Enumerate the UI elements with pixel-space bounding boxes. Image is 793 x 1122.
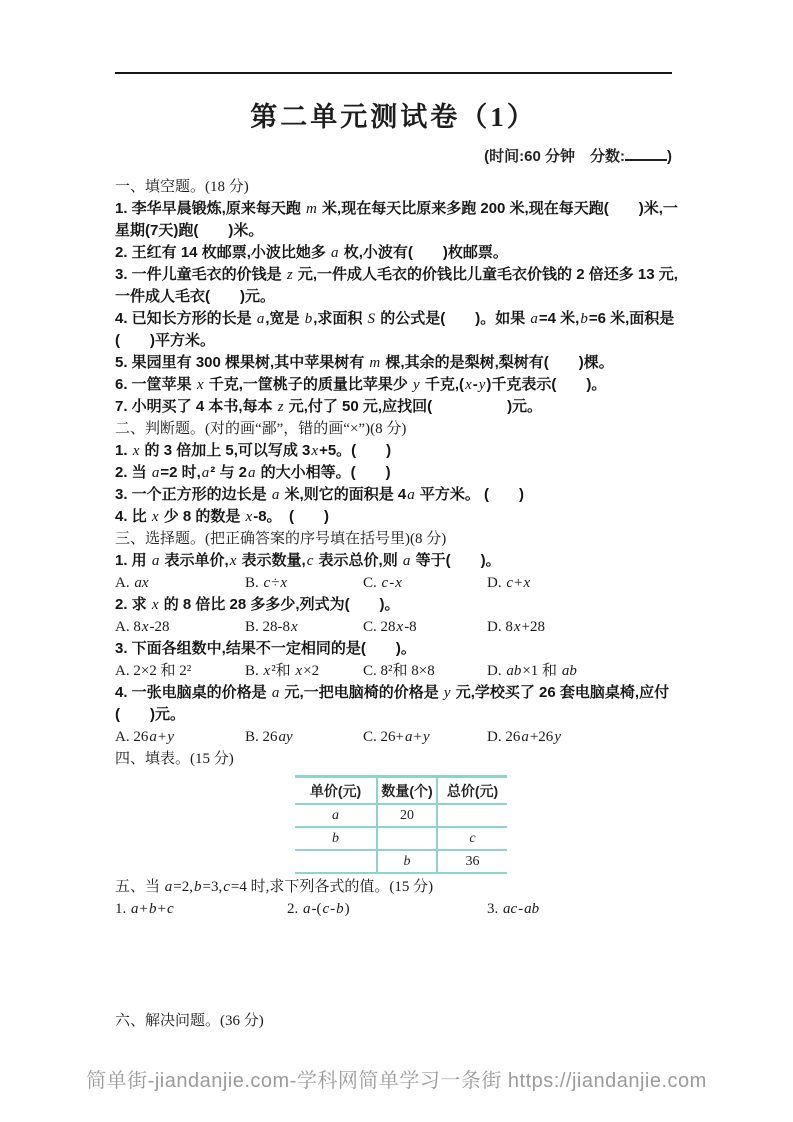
evaluate-expressions-row xyxy=(115,898,685,920)
page-title: 第二单元测试卷（1） xyxy=(250,102,537,132)
option-d: D. 26a+26y xyxy=(487,729,561,745)
col-header-total-price: 总价(元) xyxy=(437,777,507,805)
fill-question-4: 4. 已知长方形的长是 a,宽是 b,求面积 S 的公式是( )。如果 a=4 米,b=6 米,面积是( )平方米。 xyxy=(115,310,675,349)
option-d: D. c+x xyxy=(487,575,531,591)
time-score-prefix: (时间:60 分钟 分数: xyxy=(484,148,625,165)
fill-question-3: 3. 一件儿童毛衣的价钱是 z 元,一件成人毛衣的价钱比儿童毛衣价钱的 2 倍还多 13 元,一件成人毛衣( )元。 xyxy=(115,266,678,305)
table-row xyxy=(295,850,507,873)
choice-question-2-options xyxy=(115,616,685,638)
option-b: B. 26ay xyxy=(245,729,293,745)
choice-question-4-stem: 4. 一张电脑桌的价格是 a 元,一把电脑椅的价格是 y 元,学校买了 26 套电脑桌椅,应付( )元。 xyxy=(115,684,670,723)
option-d: D. ab×1 和 ab xyxy=(487,663,577,679)
table-row xyxy=(295,827,507,850)
option-b: B. x²和 x×2 xyxy=(245,663,320,679)
judge-question-1: 1. x 的 3 倍加上 5,可以写成 3x+5。( ) xyxy=(115,442,392,459)
section-2-heading: 二、判断题。(对的画“鄙”，错的画“×”)(8 分) xyxy=(115,421,407,437)
option-c: C. 28x-8 xyxy=(363,619,417,635)
cell-total-price: c xyxy=(437,827,507,850)
cell-quantity: 20 xyxy=(377,804,437,827)
time-score-suffix: ) xyxy=(667,148,672,165)
option-d: D. 8x+28 xyxy=(487,619,545,635)
score-blank-line xyxy=(625,144,667,161)
section-6-heading: 六、解决问题。(36 分) xyxy=(115,1013,264,1029)
choice-question-1-stem: 1. 用 a 表示单价,x 表示数量,c 表示总价,则 a 等于( )。 xyxy=(115,552,501,569)
cell-unit-price: b xyxy=(295,827,377,850)
judge-question-4: 4. 比 x 少 8 的数是 x-8。 ( ) xyxy=(115,508,330,525)
judge-question-3: 3. 一个正方形的边长是 a 米,则它的面积是 4a 平方米。 ( ) xyxy=(115,486,525,503)
col-header-quantity: 数量(个) xyxy=(377,777,437,805)
col-header-unit-price: 单价(元) xyxy=(295,777,377,805)
choice-question-4-options xyxy=(115,726,685,748)
option-a: A. 8x-28 xyxy=(115,619,170,635)
judge-question-2: 2. 当 a=2 时,a² 与 2a 的大小相等。( ) xyxy=(115,464,391,481)
option-c: C. 8²和 8×8 xyxy=(363,663,435,679)
option-c: C. c-x xyxy=(363,575,402,591)
cell-unit-price xyxy=(295,850,377,873)
time-score-line xyxy=(115,144,672,166)
choice-question-1-options xyxy=(115,572,685,594)
cell-total-price xyxy=(437,804,507,827)
section-1-heading: 一、填空题。(18 分) xyxy=(115,179,249,195)
choice-question-2-stem: 2. 求 x 的 8 倍比 28 多多少,列式为( )。 xyxy=(115,596,400,613)
price-quantity-table xyxy=(295,775,507,874)
table-header-row xyxy=(295,777,507,805)
option-a: A. 26a+y xyxy=(115,729,174,745)
option-a: A. 2×2 和 2² xyxy=(115,663,192,679)
exam-body xyxy=(115,176,685,1032)
cell-total-price: 36 xyxy=(437,850,507,873)
cell-quantity: b xyxy=(377,850,437,873)
option-c: C. 26+a+y xyxy=(363,729,430,745)
cell-quantity xyxy=(377,827,437,850)
cell-unit-price: a xyxy=(295,804,377,827)
site-watermark-footer: 简单街-jiandanjie.com-学科网简单学习一条街 https://jiandanjie.com xyxy=(86,1070,707,1092)
header-divider-line xyxy=(115,72,672,74)
option-b: B. 28-8x xyxy=(245,619,298,635)
section-3-heading: 三、选择题。(把正确答案的序号填在括号里)(8 分) xyxy=(115,531,447,547)
fill-question-1: 1. 李华早晨锻炼,原来每天跑 m 米,现在每天比原来多跑 200 米,现在每天跑( )米,一星期(7天)跑( )米。 xyxy=(115,200,678,239)
expression-1: 1. a+b+c xyxy=(115,901,174,917)
choice-question-3-stem: 3. 下面各组数中,结果不一定相同的是( )。 xyxy=(115,640,416,657)
choice-question-3-options xyxy=(115,660,685,682)
expression-3: 3. ac-ab xyxy=(487,901,540,917)
section-4-heading: 四、填表。(15 分) xyxy=(115,751,234,767)
section-5-heading: 五、当 a=2,b=3,c=4 时,求下列各式的值。(15 分) xyxy=(115,879,434,895)
fill-question-6: 6. 一筐苹果 x 千克,一筐桃子的质量比苹果少 y 千克,(x-y)千克表示( )。 xyxy=(115,376,607,393)
table-row xyxy=(295,804,507,827)
option-a: A. ax xyxy=(115,575,149,591)
option-b: B. c÷x xyxy=(245,575,288,591)
fill-question-5: 5. 果园里有 300 棵果树,其中苹果树有 m 棵,其余的是梨树,梨树有( )棵。 xyxy=(115,354,614,371)
expression-2: 2. a-(c-b) xyxy=(287,901,350,917)
fill-question-7: 7. 小明买了 4 本书,每本 z 元,付了 50 元,应找回( )元。 xyxy=(115,398,543,415)
fill-question-2: 2. 王红有 14 枚邮票,小波比她多 a 枚,小波有( )枚邮票。 xyxy=(115,244,508,261)
